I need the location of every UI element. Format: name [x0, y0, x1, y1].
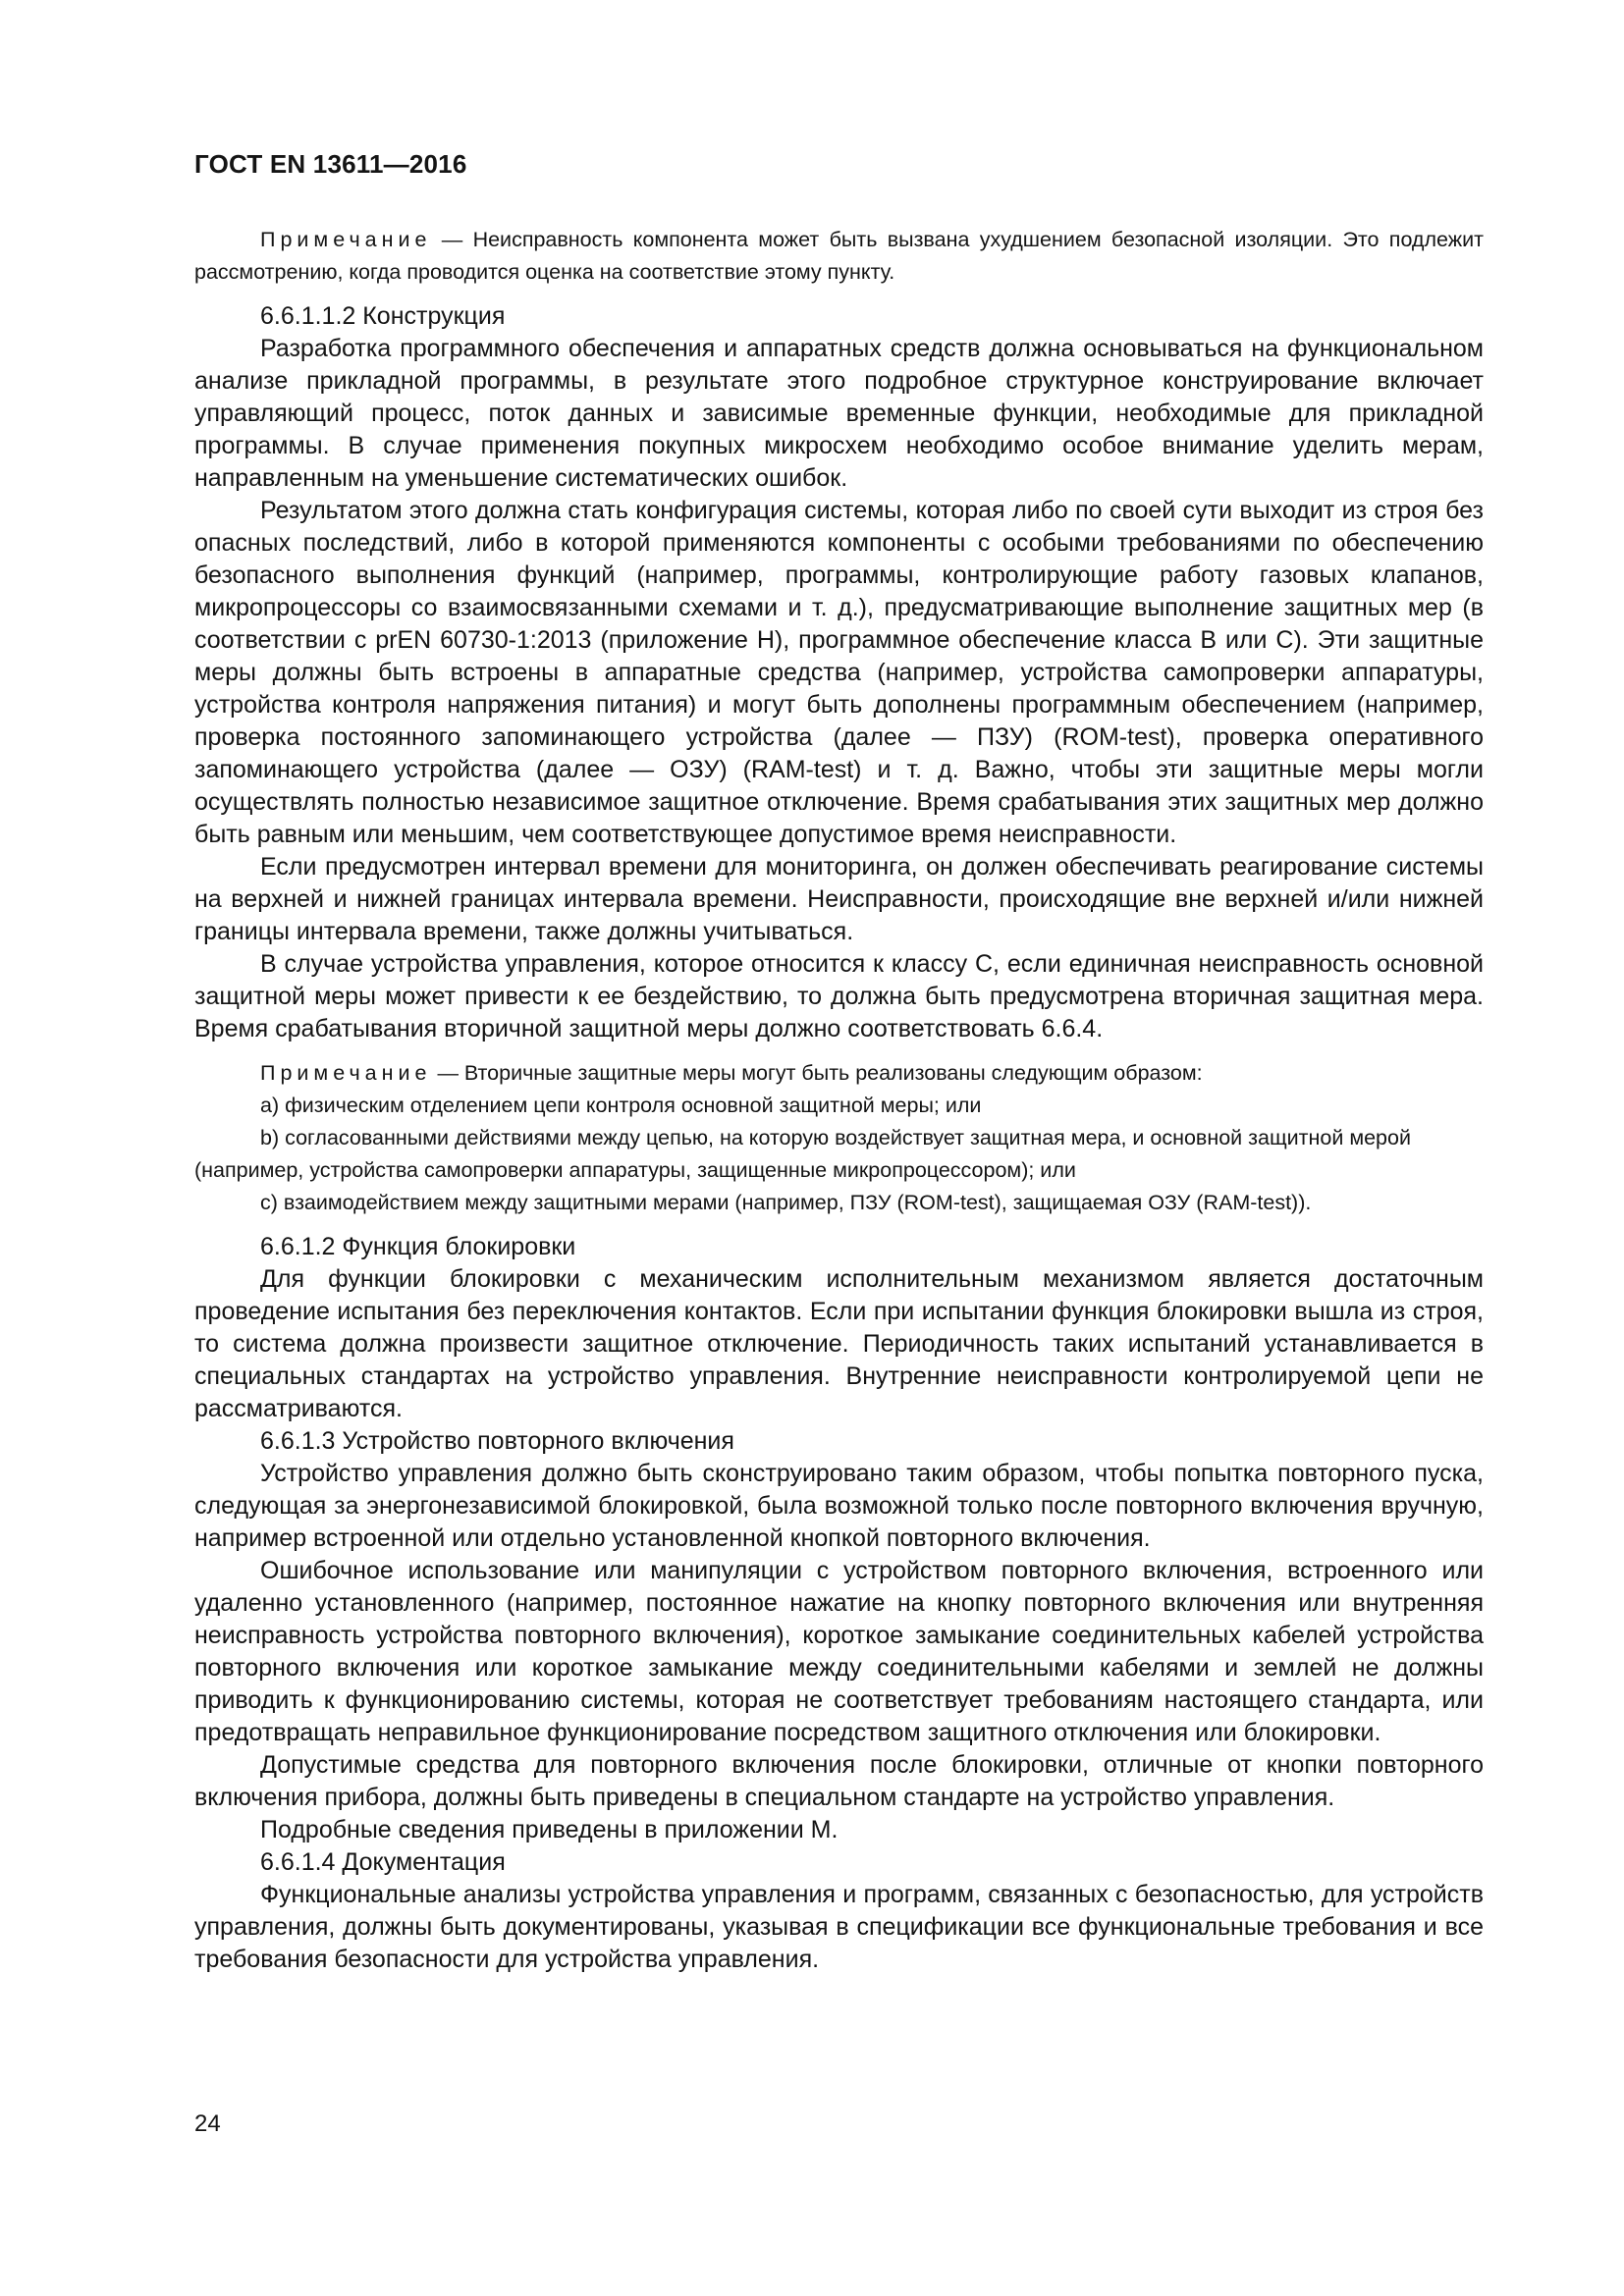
note-1-label: Примечание: [260, 228, 432, 251]
note-1: [194, 224, 1484, 289]
paragraph: Если предусмотрен интервал времени для мониторинга, он должен обеспечивать реагирование системы на верхней и нижней границах интервала времени. Неисправности, происходящие вне верхней и/или нижней границы интервала времени, также должны учитываться.: [194, 853, 1484, 945]
section-6-6-1-2: [194, 1231, 1484, 1425]
note-2-dash: —: [437, 1061, 459, 1085]
page-number: 24: [194, 2110, 221, 2137]
note-2-item: c) взаимодействием между защитными мерами (например, ПЗУ (ROM-test), защищаемая ОЗУ (RAM-test)).: [260, 1191, 1312, 1214]
paragraph: Функциональные анализы устройства управления и программ, связанных с безопасностью, для устройств управления, должны быть документированы, указывая в спецификации все функциональные требования и все требования безопасности для устройства управления.: [194, 1881, 1484, 1973]
section-6-6-1-3: [194, 1425, 1484, 1846]
document-content: [194, 224, 1484, 1976]
section-6-6-1-1-2: [194, 300, 1484, 1045]
note-2: [194, 1057, 1484, 1219]
note-2-label: Примечание: [260, 1061, 432, 1085]
paragraph: Допустимые средства для повторного включения после блокировки, отличные от кнопки повторного включения прибора, должны быть приведены в специальном стандарте на устройство управления.: [194, 1751, 1484, 1811]
section-heading: 6.6.1.3 Устройство повторного включения: [260, 1427, 734, 1455]
standard-header: ГОСТ EN 13611—2016: [194, 149, 467, 179]
paragraph: Для функции блокировки с механическим исполнительным механизмом является достаточным проведение испытания без переключения контактов. Если при испытании функция блокировки вышла из строя, то система должна произвести защитное отключение. Периодичность таких испытаний устанавливается в специальных стандартах на устройство управления. Внутренние неисправности контролируемой цепи не рассматриваются.: [194, 1265, 1484, 1422]
note-2-intro: Вторичные защитные меры могут быть реализованы следующим образом:: [463, 1061, 1203, 1085]
note-2-item: a) физическим отделением цепи контроля основной защитной меры; или: [260, 1094, 982, 1117]
paragraph: Ошибочное использование или манипуляции с устройством повторного включения, встроенного или удаленно установленного (например, постоянное нажатие на кнопку повторного включения или внутренняя неисправность устройства повторного включения), короткое замыкание соединительных кабелей устройства повторного включения или короткое замыкание между соединительными кабелями и землей не должны приводить к функционированию системы, которая не соответствует требованиям настоящего стандарта, или предотвращать неправильное функционирование посредством защитного отключения или блокировки.: [194, 1557, 1484, 1746]
section-heading: 6.6.1.1.2 Конструкция: [260, 302, 506, 330]
note-2-item: b) согласованными действиями между цепью, на которую воздействует защитная мера, и основной защитной мерой (например, устройства самопроверки аппаратуры, защищенные микропроцессором); или: [194, 1126, 1411, 1182]
note-2-intro-line: [194, 1057, 1484, 1090]
section-heading: 6.6.1.4 Документация: [260, 1848, 506, 1876]
note-1-dash: —: [441, 228, 463, 251]
paragraph: Разработка программного обеспечения и аппаратных средств должна основываться на функциональном анализе прикладной программы, в результате этого подробное структурное конструирование включает управляющий процесс, поток данных и зависимые временные функции, необходимые для прикладной программы. В случае применения покупных микросхем необходимо особое внимание уделить мерам, направленным на уменьшение систематических ошибок.: [194, 335, 1484, 492]
paragraph: Устройство управления должно быть сконструировано таким образом, чтобы попытка повторного пуска, следующая за энергонезависимой блокировкой, была возможной только после повторного включения вручную, например встроенной или отдельно установленной кнопкой повторного включения.: [194, 1460, 1484, 1552]
paragraph: Результатом этого должна стать конфигурация системы, которая либо по своей сути выходит из строя без опасных последствий, либо в которой применяются компоненты с особыми требованиями по обеспечению безопасного выполнения функций (например, программы, контролирующие работу газовых клапанов, микропроцессоры со взаимосвязанными схемами и т. д.), предусматривающие выполнение защитных мер (в соответствии с prEN 60730-1:2013 (приложение Н), программное обеспечение класса В или С). Эти защитные меры должны быть встроены в аппаратные средства (например, устройства самопроверки аппаратуры, устройства контроля напряжения питания) и могут быть дополнены программным обеспечением (например, проверка постоянного запоминающего устройства (далее — ПЗУ) (ROM-test), проверка оперативного запоминающего устройства (далее — ОЗУ) (RAM-test) и т. д. Важно, чтобы эти защитные меры могли осуществлять полностью независимое защитное отключение. Время срабатывания этих защитных мер должно быть равным или меньшим, чем соответствующее допустимое время неисправности.: [194, 497, 1484, 848]
section-6-6-1-4: [194, 1846, 1484, 1976]
paragraph: Подробные сведения приведены в приложении М.: [260, 1816, 839, 1843]
note-1-text: Неисправность компонента может быть вызвана ухудшением безопасной изоляции. Это подлежит рассмотрению, когда проводится оценка на соответствие этому пункту.: [194, 228, 1484, 284]
section-heading: 6.6.1.2 Функция блокировки: [260, 1233, 576, 1260]
paragraph: В случае устройства управления, которое относится к классу С, если единичная неисправность основной защитной меры может привести к ее бездействию, то должна быть предусмотрена вторичная защитная мера. Время срабатывания вторичной защитной меры должно соответствовать 6.6.4.: [194, 950, 1484, 1042]
